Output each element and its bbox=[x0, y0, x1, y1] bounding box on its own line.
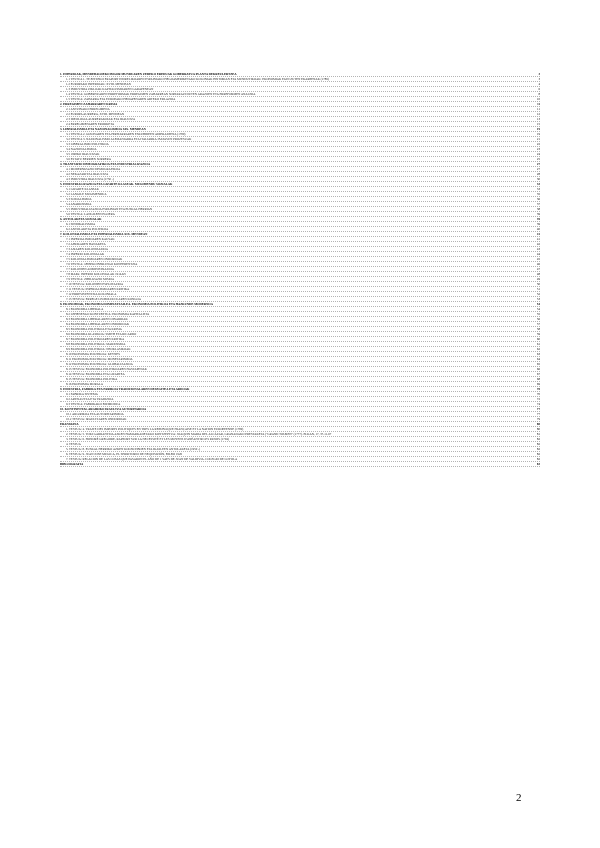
toc-entry-title: 9.3 TESTUA: FABRIKAKO BIZIMODUA bbox=[66, 402, 121, 406]
toc-entry-page: 49 bbox=[536, 277, 540, 281]
toc-entry-page: 60 bbox=[536, 337, 540, 341]
toc-entry-title: 2.3 IDEOLOGIA AURRERAKOIAK ETA IRAULTZA bbox=[66, 117, 136, 121]
toc-entry-page: 36 bbox=[536, 197, 540, 201]
toc-entry-page: 27 bbox=[536, 167, 540, 171]
toc-entry-page: 27 bbox=[536, 162, 540, 166]
toc-entry-page: 54 bbox=[536, 307, 540, 311]
toc-entry-page: 11 bbox=[537, 102, 540, 106]
toc-entry-title: 7.12 ERRESISTENTZIA KOLONIALA bbox=[66, 292, 117, 296]
toc-entry-title: 10. KONTINENTAL ARGIRIKO IRAULTZA AUTORITARIOA bbox=[60, 407, 147, 411]
toc-entry-title: 7.13 TESTUA: ERREGE LEOPOLDO II.AREN KONGOA bbox=[66, 297, 141, 301]
toc-entry-title: 5.1 GIZARTE KLASEAK bbox=[66, 187, 99, 191]
toc-entry-title: 4.1 MODERNIZAZIO DEMOGRAFIKOA bbox=[66, 167, 121, 171]
toc-entry-title: 4. TRANTSIZIO DEMOGRAFIKOA ETA INDUSTRIALIZAZIOA bbox=[60, 162, 151, 166]
toc-entry-title: 8.14 TESTUA: EKONOMIA ETA GIZARTEA bbox=[66, 372, 125, 376]
toc-entry-page: 79 bbox=[536, 417, 540, 421]
toc-entry-page: 63 bbox=[536, 352, 540, 356]
toc-entry-page: 82 bbox=[536, 452, 540, 456]
toc-entry-page: 82 bbox=[536, 457, 540, 461]
toc-entry-page: 66 bbox=[536, 367, 540, 371]
toc-entry-page: 64 bbox=[536, 357, 540, 361]
toc-entry-title: 5.5 INDUSTRIALIZAZIOA ESPAINIAN ETA EUSKAL HERRIAN bbox=[66, 207, 153, 211]
toc-entry-page: 82 bbox=[536, 437, 540, 441]
toc-entry-page: 80 bbox=[536, 427, 540, 431]
toc-entry-title: 8.12 EKONOMIA POLITIKOA: GLOBALIZAZIOA bbox=[66, 362, 133, 366]
toc-entry-title: 1.1 TESTUA 1. TE 80TZEKO ERAPORT INDRELIKOAREN ESPAINIAKO HEGOAMERIKETAKO KOLONIAK HISTORIAN ETA MUNDUTIKOAK: EKONOMIAK EGIN ZUTEN EKARPENAK (1789) bbox=[66, 77, 329, 81]
toc-entry-title: 3.1 TESTUA 2. GIZONAREN ETA HIRITARRAREN ESKUBIDEEN ADIERAZPENA (1789) bbox=[66, 132, 186, 136]
toc-entry-page: 19 bbox=[536, 127, 540, 131]
toc-entry-page: 39 bbox=[536, 217, 540, 221]
toc-entry-title: 8.11 EKONOMIA POLITIKOA: MONETARISMOA bbox=[66, 357, 133, 361]
toc-entry-title: 10.1 ARGIRIKOA ETA AUTORITARISMOA bbox=[66, 412, 124, 416]
toc-entry-title: 1. TESTUA: 4. TRAITE DES IMPORTS POLITIQUES EN TRES LA REPUBLIQUE FRANÇAISE ET LA NATION EUROPEENNE (1789) bbox=[66, 427, 244, 431]
toc-entry-page: 12 bbox=[536, 112, 540, 116]
toc-entry-title: 7.9 TESTUA: ZIBILIZAZIO MISIOA bbox=[66, 277, 115, 281]
toc-entry-page: 53 bbox=[536, 297, 540, 301]
toc-entry-page: 11 bbox=[537, 107, 540, 111]
toc-entry-page: 61 bbox=[536, 342, 540, 346]
toc-entry-page: 41 bbox=[536, 237, 540, 241]
toc-entry-title: 7. TESTUA: RELACION DE LAS COSAS QUE PASARON EL AÑO DE 1 SAES DE JUAN DE VALDIVIA. COLEGIO DE LOYOLA bbox=[66, 457, 238, 461]
toc-entry-title: 8.6 EKONOMIA KLASIKOA: SMITH ETA RICARDO bbox=[66, 332, 137, 336]
toc-entry-page: 50 bbox=[536, 282, 540, 286]
toc-entry-title: 6.2 ANTOLAKETA POLITIKOA bbox=[66, 227, 109, 231]
toc-entry-title: 2.4 ERREGIMENAREN ERORKETA bbox=[66, 122, 115, 126]
toc-entry-page: 72 bbox=[536, 397, 540, 401]
toc-entry-page: 62 bbox=[536, 347, 540, 351]
toc-entry-title: 2.1 ANTZINAKO ERREGIMENA bbox=[66, 107, 110, 111]
toc-entry-title: 7.8 MAPA: INPERIO KOLONIALAK 1914AN bbox=[66, 272, 126, 276]
toc-entry-title: 6. TESTUA: 9. JUAN JOSE MUGICA, EL SERRITORIO DE NEQUISIZIÓN, BILBO 1926 bbox=[66, 452, 183, 456]
toc-entry-title: 2. ERREGIMEN ZAHARRAREN KRISIA bbox=[60, 102, 118, 106]
toc-entry-title: 5.6 TESTUA: LANGILEEN EGOERA bbox=[66, 212, 115, 216]
toc-entry-page: 65 bbox=[536, 362, 540, 366]
toc-entry-title: 8.9 EKONOMIA POLITIKOA: NEOKLASIKOAK bbox=[66, 347, 131, 351]
toc-entry-title: 8.15 TESTUA: EKONOMIA POLITIKA bbox=[66, 377, 118, 381]
toc-entry-page: 54 bbox=[536, 302, 540, 306]
toc-entry-page: 15 bbox=[536, 122, 540, 126]
toc-entry-page: 77 bbox=[536, 412, 540, 416]
toc-entry-title: 9. INDUSTRIA, FABRIKA ETA ERRIKOA TRADIZIONALAREN DESEGITEA ETA ARDOAK bbox=[60, 387, 190, 391]
toc-entry-page: 35 bbox=[536, 192, 540, 196]
toc-entry-page: 30 bbox=[536, 177, 540, 181]
toc-entry-page: 13 bbox=[536, 117, 540, 121]
toc-entry-page: 57 bbox=[536, 322, 540, 326]
toc-entry-page: 40 bbox=[536, 227, 540, 231]
toc-entry-title: 6. ANTOLAKETA SOZIALAK bbox=[60, 217, 102, 221]
toc-entry-title: 2.2 EUROPA AURRERA, XVIII. MENDEAN bbox=[66, 112, 125, 116]
toc-entry-title: 5.4 ANARKISMOA bbox=[66, 202, 92, 206]
toc-entry-page: 41 bbox=[536, 232, 540, 236]
toc-entry-title: 1.4 TESTUA: GOBERNUAREN ERREFORMAK ERREGIMEN ZAHARREAN SORTARAZI DUTEN ARAZOEN ETA ERREFORMEN ANALISIA bbox=[66, 92, 256, 96]
toc-entry-title: 5. INDUSTRIALIZAZIOA ETA GIZARTE KLASEAK. MUGIMENDU SOZIALAK bbox=[60, 182, 173, 186]
toc-entry-title: 5.3 SOZIALISMOA bbox=[66, 197, 92, 201]
toc-entry-page: 6 bbox=[538, 87, 540, 91]
toc-entry-title: 3.6 ESTATU BERRIEN SORRERA bbox=[66, 157, 111, 161]
toc-entry-page: 39 bbox=[536, 222, 540, 226]
toc-entry-title: 7.2 AFRIKAREN BANAKETA bbox=[66, 242, 106, 246]
toc-entry-page: 51 bbox=[536, 287, 540, 291]
toc-entry-title: 5.2 LANGILE MUGIMENDUA bbox=[66, 192, 107, 196]
toc-entry-page: 82 bbox=[536, 442, 540, 446]
toc-entry-title: 1.2 EUROPAKO INPERIOAK: XVIII. MENDEAN bbox=[66, 82, 131, 86]
toc-entry-page: 43 bbox=[536, 247, 540, 251]
toc-entry-page: 68 bbox=[536, 377, 540, 381]
toc-entry-title: ERANSKINA bbox=[60, 422, 79, 426]
toc-entry-page: 8 bbox=[538, 92, 540, 96]
toc-entry-title: 1.3 INDUSTRIA ZIKLOAK KAPITALISMOAREN GARAPENEAN bbox=[66, 87, 154, 91]
toc-entry-title: 8.10 EKONOMIA POLITIKOA: KEYNES bbox=[66, 352, 120, 356]
toc-entry-title: 3.5 1848KO IRAULTZAK bbox=[66, 152, 100, 156]
page-number: 2 bbox=[516, 792, 522, 804]
toc-entry-title: 4.2 NEKAZARITZA IRAULTZA bbox=[66, 172, 109, 176]
toc-entry-title: 6.1 SINDIKALISMOA bbox=[66, 222, 96, 226]
toc-entry-page: 42 bbox=[536, 242, 540, 246]
toc-chapter-entry[interactable] bbox=[60, 462, 540, 467]
toc-entry-page: 33 bbox=[536, 187, 540, 191]
toc-entry-title: 7.5 KOLONIALISMOAREN ONDORIOAK bbox=[66, 257, 123, 261]
toc-entry-title: 8.3 EKONOMIA LIBERALAREN OINARRIAK bbox=[66, 317, 128, 321]
table-of-contents bbox=[60, 72, 540, 467]
toc-entry-title: 7.4 INPERIO KOLONIALAK bbox=[66, 252, 105, 256]
toc-entry-title: 7.6 TESTUA: 1885EKO BERLINGO KONFERENTZIA bbox=[66, 262, 138, 266]
toc-entry-page: 25 bbox=[536, 157, 540, 161]
toc-entry-title: 1. INPERIOAK, MENDEBALDEKO BIGOR MUNDUAREN ZEDEKO EREDUAK GOBERRATUA PLANTA DEKREULERTZEA bbox=[60, 72, 237, 76]
toc-entry-title: 1.5 TESTUA: ZAHARRA ETA EUROPAKO HEDAPENAREN ARTEKO ERLAZIOA bbox=[66, 97, 176, 101]
toc-entry-page: 4 bbox=[538, 82, 540, 86]
toc-entry-page: 82 bbox=[536, 447, 540, 451]
toc-entry-page: 46 bbox=[536, 262, 540, 266]
toc-entry-page: 23 bbox=[536, 147, 540, 151]
toc-entry-title: 7.7 KOLONIEN ADMINISTRAZIOA bbox=[66, 267, 115, 271]
toc-entry-title: 8.2 LEHENENGO KONTZEPTUA: EKONOMIA KAPITALISTA bbox=[66, 312, 150, 316]
toc-entry-page: 67 bbox=[536, 372, 540, 376]
toc-entry-page: 39 bbox=[536, 212, 540, 216]
toc-entry-page: 21 bbox=[536, 137, 540, 141]
toc-entry-page: 74 bbox=[536, 402, 540, 406]
toc-entry-page: 3 bbox=[538, 77, 540, 81]
toc-entry-title: 3. TESTUA: 6. HONORÉ GREGOIRE, RAPPORT SUR LA NECESSITÉ ET LES MOYENS D'ANÉANTIR LES PATOIS (1794) bbox=[66, 437, 229, 441]
toc-entry-title: 7.1 INPERIALISMOAREN KAUSAK bbox=[66, 237, 115, 241]
toc-entry-page: 37 bbox=[536, 202, 540, 206]
toc-entry-page: 44 bbox=[536, 252, 540, 256]
toc-entry-page: 55 bbox=[536, 312, 540, 316]
toc-entry-page: 83 bbox=[536, 462, 540, 466]
toc-entry-title: 3.4 NAZIONALISMOA bbox=[66, 147, 97, 151]
toc-entry-title: BIBLIOGRAFIA bbox=[60, 462, 84, 466]
toc-entry-page: 59 bbox=[536, 332, 540, 336]
toc-entry-page: 10 bbox=[536, 97, 540, 101]
toc-entry-page: 45 bbox=[536, 257, 540, 261]
toc-entry-page: 77 bbox=[536, 407, 540, 411]
toc-entry-page: 52 bbox=[536, 292, 540, 296]
toc-entry-page: 3 bbox=[538, 72, 540, 76]
toc-entry-title: 9.2 ARTISAUTZA ETA TRADIZIOA bbox=[66, 397, 114, 401]
toc-entry-title: 3.3 LIBERALISMO POLITIKOA bbox=[66, 142, 109, 146]
toc-entry-page: 70 bbox=[536, 392, 540, 396]
toc-entry-title: 2. TESTUA: 5. TOKI GARRANTZIA AZKEN HAMARKADETAKO KONTZEPTUA: JOAQUIN MARIA DEL ALCÁZAR, GRANADAKO PRESTAKETA ("GRAND TOUREN" (1777). ELKAN, 17, 37-11-67 bbox=[66, 432, 332, 436]
toc-entry-page: 28 bbox=[536, 172, 540, 176]
toc-entry-page: 24 bbox=[536, 152, 540, 156]
toc-entry-title: 4.3 INDUSTRIA IRAULTZA (1750 -) bbox=[66, 177, 114, 181]
toc-entry-title: 7.11 TESTUA: INPERIALISMOAREN KRITIKA bbox=[66, 287, 130, 291]
toc-entry-page: 70 bbox=[536, 387, 540, 391]
toc-entry-page: 48 bbox=[536, 272, 540, 276]
toc-entry-page: 22 bbox=[536, 142, 540, 146]
toc-entry-page: 56 bbox=[536, 317, 540, 321]
toc-entry-title: 8. EKONOMIAK, EKONOMIA DOMINATZAILEA. EKONOMIA POLITIKOA ETA HAZKUNDE MODERNOA bbox=[60, 302, 213, 306]
toc-entry-page: 58 bbox=[536, 327, 540, 331]
toc-entry-title: 7.3 ASIAREN KOLONIZAZIOA bbox=[66, 247, 109, 251]
toc-entry-page: 80 bbox=[536, 422, 540, 426]
toc-entry-title: 9.1 FABRIKA SISTEMA bbox=[66, 392, 98, 396]
toc-entry-title: 7. KOLONIALISMOA ETA INPERIALISMOA XIX. MENDEAN bbox=[60, 232, 148, 236]
toc-entry-title: 8.16 EKONOMIA MORALA bbox=[66, 382, 104, 386]
toc-entry-title: 10.2 TESTUA: IRAULTZAREN ONDORIOAK bbox=[66, 417, 127, 421]
toc-entry-title: 3.2 TESTUA 3. NAZIONALISMO ALEMANIARRA ETA ITALIARRA: BATASUN PROZESUAK bbox=[66, 137, 192, 141]
toc-entry-page: 47 bbox=[536, 267, 540, 271]
toc-entry-title: 8.8 EKONOMIA POLITIKOA: MARXISMOA bbox=[66, 342, 126, 346]
toc-entry-title: 3. LIBERALISMOA ETA NAZIONALISMOA XIX. MENDEAN bbox=[60, 127, 146, 131]
toc-entry-title: 5. TESTUA: 8. EUSKAL HERRIKO AZKEN KOLEKTIBOEN ETA IKASLEEN ANTOLAKETA (1950 -) bbox=[66, 447, 201, 451]
toc-entry-title: 7.10 TESTUA: KOLONIEN ESPLOTAZIOA bbox=[66, 282, 124, 286]
toc-entry-page: 69 bbox=[536, 382, 540, 386]
toc-entry-title: 8.4 EKONOMIA LIBERALAREN ONDORIOAK bbox=[66, 322, 130, 326]
toc-entry-title: 8.5 EKONOMIA POLITIKOA ETA KRISIA bbox=[66, 327, 122, 331]
toc-entry-title: 8.7 EKONOMIA POLITIKOAREN KRITIKA bbox=[66, 337, 125, 341]
toc-entry-page: 33 bbox=[536, 182, 540, 186]
toc-entry-page: 81 bbox=[536, 432, 540, 436]
toc-entry-page: 38 bbox=[536, 207, 540, 211]
toc-entry-title: 8.1 EKONOMIA LIBERALA bbox=[66, 307, 104, 311]
toc-entry-page: 19 bbox=[536, 132, 540, 136]
toc-entry-title: 8.13 TESTUA: EKONOMIA POLITIKOAREN HASTAPENAK bbox=[66, 367, 147, 371]
toc-entry-title: 4. TESTUA bbox=[66, 442, 81, 446]
